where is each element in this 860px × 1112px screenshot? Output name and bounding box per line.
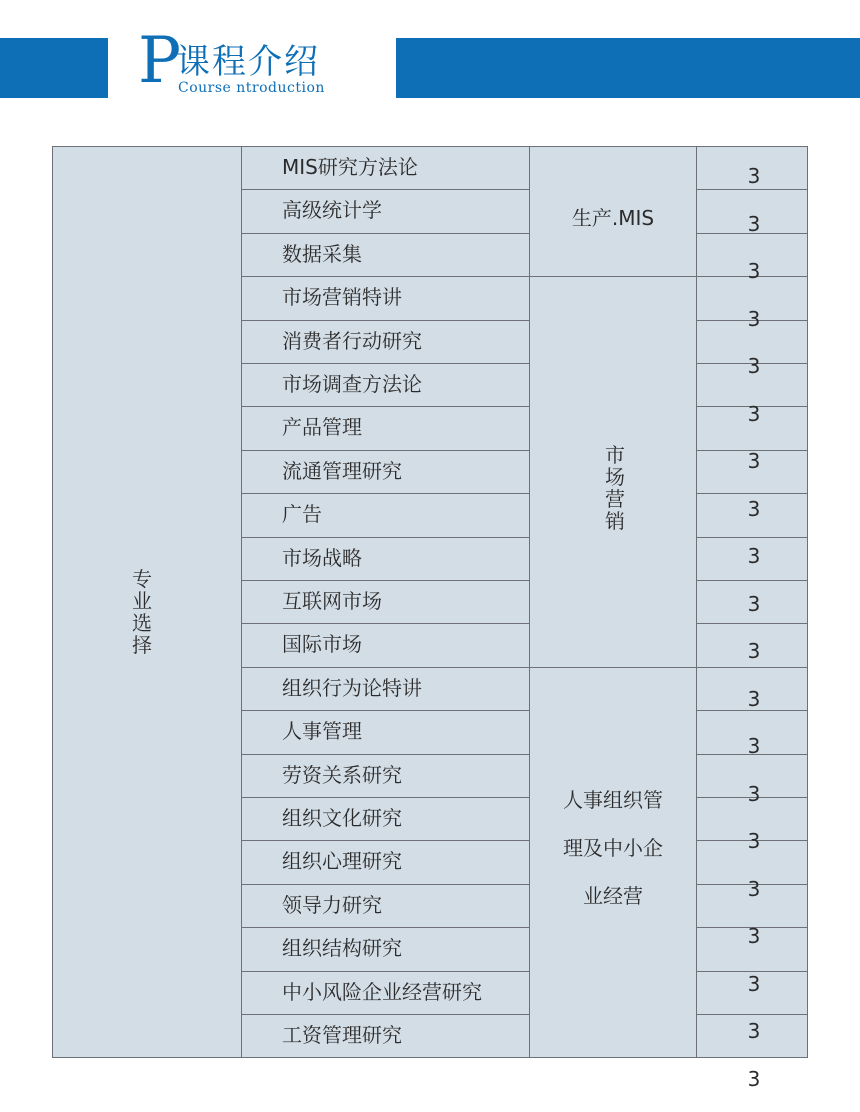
table-hline bbox=[52, 1057, 808, 1058]
credit-cell: 3 bbox=[747, 401, 761, 426]
course-cell: 组织结构研究 bbox=[282, 936, 402, 961]
credit-cell: 3 bbox=[747, 591, 761, 616]
credit-cell: 3 bbox=[747, 1066, 761, 1091]
category-char: 专 bbox=[132, 567, 152, 591]
direction-line: 业经营 bbox=[583, 884, 643, 908]
table-hline bbox=[696, 189, 808, 190]
direction-line: 人事组织管 bbox=[563, 788, 663, 812]
credit-cell: 3 bbox=[747, 306, 761, 331]
page-title: 课程介绍 bbox=[176, 42, 320, 82]
credit-cell: 3 bbox=[747, 734, 761, 758]
credit-cell: 3 bbox=[747, 164, 761, 188]
table-vline bbox=[807, 146, 808, 1058]
table-hline bbox=[529, 276, 697, 277]
credit-cell: 3 bbox=[747, 781, 761, 806]
direction-line: 场 bbox=[605, 465, 625, 489]
credit-cell: 3 bbox=[747, 924, 761, 948]
course-cell: 广告 bbox=[282, 502, 322, 527]
course-cell: 市场营销特讲 bbox=[282, 285, 402, 310]
direction-marketing bbox=[603, 444, 627, 532]
course-cell: 市场调查方法论 bbox=[282, 372, 422, 396]
credit-cell: 3 bbox=[747, 639, 761, 663]
course-cell: 中小风险企业经营研究 bbox=[282, 979, 482, 1004]
credit-cell: 3 bbox=[747, 686, 761, 711]
course-cell: 市场战略 bbox=[282, 545, 362, 570]
credit-cell: 3 bbox=[747, 496, 761, 521]
credit-cell: 3 bbox=[747, 876, 761, 901]
course-cell: 组织行为论特讲 bbox=[282, 675, 422, 700]
direction-mis bbox=[531, 190, 695, 246]
course-cell: 工资管理研究 bbox=[282, 1023, 402, 1047]
table-hline bbox=[696, 493, 808, 494]
category-char: 择 bbox=[132, 633, 152, 657]
table-hline bbox=[696, 580, 808, 581]
table-vline bbox=[241, 146, 242, 1058]
direction-hr-sme bbox=[531, 776, 695, 920]
table-hline bbox=[696, 537, 808, 538]
course-cell: 流通管理研究 bbox=[282, 458, 402, 483]
credit-cell: 3 bbox=[747, 829, 761, 853]
course-cell: 组织心理研究 bbox=[282, 849, 402, 874]
course-cell: 数据采集 bbox=[282, 241, 362, 266]
header-band-right bbox=[396, 38, 860, 98]
course-cell: 人事管理 bbox=[282, 719, 362, 744]
table-vline bbox=[529, 146, 530, 1058]
direction-line: 市 bbox=[605, 443, 625, 467]
course-cell: 产品管理 bbox=[282, 415, 362, 440]
course-cell: 互联网市场 bbox=[282, 589, 382, 613]
course-cell: 消费者行动研究 bbox=[282, 328, 422, 353]
table-vline bbox=[52, 146, 53, 1058]
category-label bbox=[130, 568, 154, 656]
category-char: 选 bbox=[132, 611, 152, 635]
direction-line: 营 bbox=[605, 487, 625, 511]
credit-cell: 3 bbox=[747, 544, 761, 568]
course-cell: 国际市场 bbox=[282, 632, 362, 657]
course-cell: 劳资关系研究 bbox=[282, 762, 402, 787]
direction-line: 销 bbox=[605, 509, 625, 533]
header-band-left bbox=[0, 38, 108, 98]
category-char: 业 bbox=[132, 589, 152, 613]
course-cell: 组织文化研究 bbox=[282, 806, 402, 830]
direction-line: 生产.MIS bbox=[571, 206, 655, 230]
course-cell: 领导力研究 bbox=[282, 892, 382, 917]
course-cell: MIS研究方法论 bbox=[282, 155, 418, 179]
page-subtitle: Course ntroduction bbox=[178, 80, 325, 96]
credit-cell: 3 bbox=[747, 259, 761, 283]
credit-cell: 3 bbox=[747, 971, 761, 996]
course-cell: 高级统计学 bbox=[282, 198, 382, 223]
table-hline bbox=[696, 623, 808, 624]
credit-cell: 3 bbox=[747, 449, 761, 473]
header-logo-letter: P bbox=[138, 24, 182, 98]
credit-cell: 3 bbox=[747, 211, 761, 236]
table-vline bbox=[696, 146, 697, 1058]
credit-cell: 3 bbox=[747, 354, 761, 378]
direction-line: 理及中小企 bbox=[563, 836, 663, 860]
credit-cell: 3 bbox=[747, 1019, 761, 1043]
table-hline bbox=[696, 667, 808, 668]
table-hline bbox=[696, 1014, 808, 1015]
table-hline bbox=[529, 667, 697, 668]
